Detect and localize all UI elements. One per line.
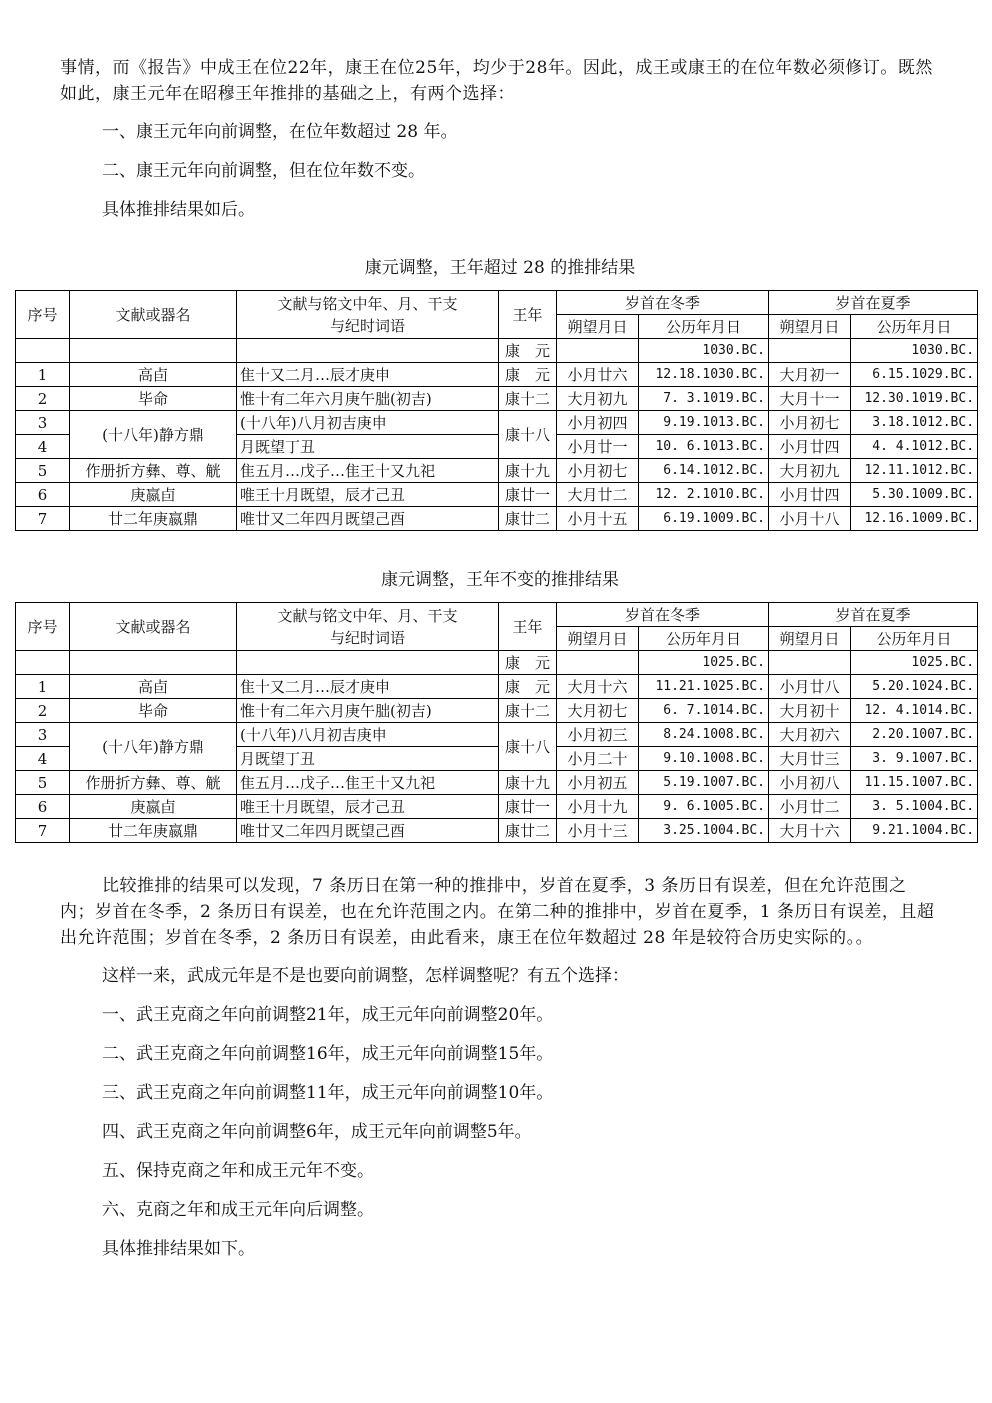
header-no: 序号 xyxy=(16,291,70,339)
cell-terms: 唯廿又二年四月既望己酉 xyxy=(237,507,499,531)
cell-winter-gregorian: 9. 6.1005.BC. xyxy=(639,795,769,819)
cell-winter-lunar: 大月十六 xyxy=(557,675,639,699)
cell-king-year: 康廿二 xyxy=(499,819,557,843)
cell-summer-lunar: 小月廿四 xyxy=(769,483,851,507)
cell-name: 毕命 xyxy=(70,387,237,411)
cell-winter-gregorian: 6.14.1012.BC. xyxy=(639,459,769,483)
cell-king-year: 康廿二 xyxy=(499,507,557,531)
cell-summer-lunar: 小月廿二 xyxy=(769,795,851,819)
table-row xyxy=(16,819,978,843)
cell-summer-gregorian: 3. 9.1007.BC. xyxy=(851,747,978,771)
table-row xyxy=(16,507,978,531)
cell-winter-lunar: 小月十九 xyxy=(557,795,639,819)
cell-name: 庚嬴卣 xyxy=(70,795,237,819)
cell-summer-gregorian: 9.21.1004.BC. xyxy=(851,819,978,843)
cell-winter-lunar: 小月十三 xyxy=(557,819,639,843)
base-row xyxy=(16,651,978,675)
cell-no: 1 xyxy=(16,363,70,387)
cell-terms: 隹十又二月…辰才庚申 xyxy=(237,363,499,387)
cell-winter-lunar: 小月十五 xyxy=(557,507,639,531)
cell-summer-lunar: 大月十一 xyxy=(769,387,851,411)
cell-no xyxy=(16,651,70,675)
cell-summer-lunar: 大月廿三 xyxy=(769,747,851,771)
intro-paragraph: 事情，而《报告》中成王在位22年，康王在位25年，均少于28年。因此，成王或康王的在位年数必须修订。既然如此，康王元年在昭穆王年推排的基础之上，有两个选择： xyxy=(60,58,933,104)
cell-winter-lunar: 小月二十 xyxy=(557,747,639,771)
header-terms xyxy=(237,291,499,339)
cell-name: (十八年)静方鼎 xyxy=(70,411,237,459)
cell-name: 毕命 xyxy=(70,699,237,723)
cell-winter-lunar: 小月初三 xyxy=(557,723,639,747)
cell-no: 7 xyxy=(16,507,70,531)
header-name: 文献或器名 xyxy=(70,291,237,339)
cell-king-year: 康十九 xyxy=(499,771,557,795)
cell-no xyxy=(16,339,70,363)
cell-summer-lunar: 大月十六 xyxy=(769,819,851,843)
cell-summer-gregorian: 12. 4.1014.BC. xyxy=(851,699,978,723)
cell-king-year: 康十二 xyxy=(499,387,557,411)
cell-winter-gregorian: 3.25.1004.BC. xyxy=(639,819,769,843)
cell-terms: 惟十有二年六月庚午朏(初吉) xyxy=(237,699,499,723)
cell-no: 2 xyxy=(16,387,70,411)
choice-two: 二、武王克商之年向前调整16年，成王元年向前调整15年。 xyxy=(102,1044,554,1064)
cell-terms: 月既望丁丑 xyxy=(237,747,499,771)
option-two: 二、康王元年向前调整，但在位年数不变。 xyxy=(102,161,425,181)
cell-name: 高卣 xyxy=(70,675,237,699)
cell-terms: (十八年)八月初吉庚申 xyxy=(237,411,499,435)
table1-caption: 康元调整，王年超过 28 的推排结果 xyxy=(364,258,636,278)
header-no: 序号 xyxy=(16,603,70,651)
table1 xyxy=(15,290,978,531)
base-row xyxy=(16,339,978,363)
header-summer-gregorian: 公历年月日 xyxy=(851,627,978,651)
table2 xyxy=(15,602,978,843)
header-king-year: 王年 xyxy=(499,603,557,651)
cell-terms: 月既望丁丑 xyxy=(237,435,499,459)
cell-terms: 唯王十月既望，辰才己丑 xyxy=(237,483,499,507)
cell-king-year: 康 元 xyxy=(499,339,557,363)
cell-winter-gregorian: 1030.BC. xyxy=(639,339,769,363)
cell-name: 廿二年庚嬴鼎 xyxy=(70,819,237,843)
cell-terms: 隹五月…戊子…隹王十又九祀 xyxy=(237,459,499,483)
cell-winter-gregorian: 7. 3.1019.BC. xyxy=(639,387,769,411)
cell-summer-gregorian: 1025.BC. xyxy=(851,651,978,675)
header-terms-line2: 与纪时词语 xyxy=(329,316,405,335)
cell-terms: 隹五月…戊子…隹王十又九祀 xyxy=(237,771,499,795)
cell-summer-lunar xyxy=(769,339,851,363)
cell-name xyxy=(70,651,237,675)
choice-six: 六、克商之年和成王元年向后调整。 xyxy=(102,1200,374,1220)
cell-king-year: 康 元 xyxy=(499,675,557,699)
cell-summer-gregorian: 1030.BC. xyxy=(851,339,978,363)
cell-king-year: 康廿一 xyxy=(499,795,557,819)
cell-no: 5 xyxy=(16,771,70,795)
cell-winter-gregorian: 6. 7.1014.BC. xyxy=(639,699,769,723)
table-row xyxy=(16,411,978,435)
header-terms xyxy=(237,603,499,651)
cell-king-year: 康 元 xyxy=(499,363,557,387)
header-summer-lunar: 朔望月日 xyxy=(769,315,851,339)
cell-summer-lunar xyxy=(769,651,851,675)
cell-summer-lunar: 大月初九 xyxy=(769,459,851,483)
cell-winter-gregorian: 9.19.1013.BC. xyxy=(639,411,769,435)
cell-winter-gregorian: 12. 2.1010.BC. xyxy=(639,483,769,507)
table-row xyxy=(16,675,978,699)
header-terms-line1: 文献与铭文中年、月、干支 xyxy=(277,294,458,313)
header-summer-gregorian: 公历年月日 xyxy=(851,315,978,339)
cell-winter-lunar: 小月初五 xyxy=(557,771,639,795)
cell-summer-gregorian: 5.20.1024.BC. xyxy=(851,675,978,699)
cell-no: 6 xyxy=(16,795,70,819)
cell-winter-lunar: 小月廿一 xyxy=(557,435,639,459)
cell-summer-gregorian: 12.30.1019.BC. xyxy=(851,387,978,411)
cell-winter-lunar: 大月廿二 xyxy=(557,483,639,507)
cell-summer-lunar: 大月初十 xyxy=(769,699,851,723)
cell-winter-gregorian: 12.18.1030.BC. xyxy=(639,363,769,387)
header-winter: 岁首在冬季 xyxy=(557,603,769,627)
cell-name: 作册折方彝、尊、觥 xyxy=(70,771,237,795)
cell-name: 作册折方彝、尊、觥 xyxy=(70,459,237,483)
cell-summer-gregorian: 5.30.1009.BC. xyxy=(851,483,978,507)
cell-summer-lunar: 大月初六 xyxy=(769,723,851,747)
header-winter-lunar: 朔望月日 xyxy=(557,315,639,339)
cell-summer-lunar: 小月十八 xyxy=(769,507,851,531)
cell-no: 2 xyxy=(16,699,70,723)
table2-caption: 康元调整，王年不变的推排结果 xyxy=(381,570,619,590)
option-one: 一、康王元年向前调整，在位年数超过 28 年。 xyxy=(102,122,458,142)
cell-terms: (十八年)八月初吉庚申 xyxy=(237,723,499,747)
cell-king-year: 康十二 xyxy=(499,699,557,723)
header-summer-lunar: 朔望月日 xyxy=(769,627,851,651)
table-row xyxy=(16,387,978,411)
choice-five: 五、保持克商之年和成王元年不变。 xyxy=(102,1161,374,1181)
table-row xyxy=(16,459,978,483)
cell-summer-gregorian: 11.15.1007.BC. xyxy=(851,771,978,795)
cell-summer-lunar: 大月初一 xyxy=(769,363,851,387)
cell-winter-lunar: 小月初四 xyxy=(557,411,639,435)
cell-winter-lunar: 大月初九 xyxy=(557,387,639,411)
table-row xyxy=(16,795,978,819)
cell-winter-gregorian: 5.19.1007.BC. xyxy=(639,771,769,795)
cell-terms xyxy=(237,651,499,675)
cell-winter-gregorian: 9.10.1008.BC. xyxy=(639,747,769,771)
document-page xyxy=(27,55,975,1275)
header-row xyxy=(16,291,978,315)
cell-summer-lunar: 小月廿四 xyxy=(769,435,851,459)
header-winter-gregorian: 公历年月日 xyxy=(639,315,769,339)
cell-winter-lunar xyxy=(557,651,639,675)
cell-winter-lunar: 小月廿六 xyxy=(557,363,639,387)
cell-summer-lunar: 小月廿八 xyxy=(769,675,851,699)
header-winter-gregorian: 公历年月日 xyxy=(639,627,769,651)
results-below-text: 具体推排结果如下。 xyxy=(102,1239,255,1259)
cell-name: (十八年)静方鼎 xyxy=(70,723,237,771)
cell-no: 4 xyxy=(16,747,70,771)
cell-name: 廿二年庚嬴鼎 xyxy=(70,507,237,531)
cell-no: 7 xyxy=(16,819,70,843)
cell-name xyxy=(70,339,237,363)
cell-no: 3 xyxy=(16,411,70,435)
cell-terms: 惟十有二年六月庚午朏(初吉) xyxy=(237,387,499,411)
cell-winter-gregorian: 6.19.1009.BC. xyxy=(639,507,769,531)
cell-winter-lunar: 大月初七 xyxy=(557,699,639,723)
header-king-year: 王年 xyxy=(499,291,557,339)
cell-winter-gregorian: 8.24.1008.BC. xyxy=(639,723,769,747)
header-row xyxy=(16,603,978,627)
cell-winter-gregorian: 10. 6.1013.BC. xyxy=(639,435,769,459)
cell-king-year: 康十八 xyxy=(499,723,557,771)
cell-summer-gregorian: 12.11.1012.BC. xyxy=(851,459,978,483)
cell-king-year: 康十九 xyxy=(499,459,557,483)
cell-terms: 唯廿又二年四月既望己酉 xyxy=(237,819,499,843)
table-row xyxy=(16,483,978,507)
cell-summer-gregorian: 2.20.1007.BC. xyxy=(851,723,978,747)
cell-winter-gregorian: 1025.BC. xyxy=(639,651,769,675)
header-name: 文献或器名 xyxy=(70,603,237,651)
table-row xyxy=(16,699,978,723)
cell-summer-lunar: 小月初八 xyxy=(769,771,851,795)
cell-king-year: 康十八 xyxy=(499,411,557,459)
table-row xyxy=(16,723,978,747)
header-terms-line2: 与纪时词语 xyxy=(329,628,405,647)
cell-winter-gregorian: 11.21.1025.BC. xyxy=(639,675,769,699)
header-terms-line1: 文献与铭文中年、月、干支 xyxy=(277,606,458,625)
cell-name: 高卣 xyxy=(70,363,237,387)
cell-summer-gregorian: 3.18.1012.BC. xyxy=(851,411,978,435)
header-winter: 岁首在冬季 xyxy=(557,291,769,315)
cell-no: 4 xyxy=(16,435,70,459)
cell-no: 6 xyxy=(16,483,70,507)
cell-no: 1 xyxy=(16,675,70,699)
cell-terms: 隹十又二月…辰才庚申 xyxy=(237,675,499,699)
header-winter-lunar: 朔望月日 xyxy=(557,627,639,651)
cell-no: 5 xyxy=(16,459,70,483)
cell-terms: 唯王十月既望，辰才己丑 xyxy=(237,795,499,819)
choice-one: 一、武王克商之年向前调整21年，成王元年向前调整20年。 xyxy=(102,1005,554,1025)
table-row xyxy=(16,771,978,795)
cell-no: 3 xyxy=(16,723,70,747)
results-follow-text: 具体推排结果如后。 xyxy=(102,200,255,220)
cell-summer-gregorian: 3. 5.1004.BC. xyxy=(851,795,978,819)
header-summer: 岁首在夏季 xyxy=(769,291,978,315)
comparison-paragraph: 比较推排的结果可以发现，7 条历日在第一种的推排中，岁首在夏季，3 条历日有误差，但在允许范围之内；岁首在冬季，2 条历日有误差，也在允许范围之内。在第二种的推排中，岁首在夏季，1 条历日有误差，且超出允许范围；岁首在冬季，2 条历日有误差，由此看来，康王在位年数超过 28 年是较符合历史实际的。。 xyxy=(60,876,935,948)
cell-summer-gregorian: 4. 4.1012.BC. xyxy=(851,435,978,459)
cell-summer-gregorian: 12.16.1009.BC. xyxy=(851,507,978,531)
cell-winter-lunar xyxy=(557,339,639,363)
cell-summer-lunar: 小月初七 xyxy=(769,411,851,435)
cell-name: 庚嬴卣 xyxy=(70,483,237,507)
header-summer: 岁首在夏季 xyxy=(769,603,978,627)
cell-terms xyxy=(237,339,499,363)
cell-winter-lunar: 小月初七 xyxy=(557,459,639,483)
cell-king-year: 康 元 xyxy=(499,651,557,675)
table-row xyxy=(16,363,978,387)
choice-four: 四、武王克商之年向前调整6年，成王元年向前调整5年。 xyxy=(102,1122,532,1142)
cell-king-year: 康廿一 xyxy=(499,483,557,507)
choice-three: 三、武王克商之年向前调整11年，成王元年向前调整10年。 xyxy=(102,1083,554,1103)
question-paragraph: 这样一来，武成元年是不是也要向前调整，怎样调整呢？有五个选择： xyxy=(102,966,629,986)
cell-summer-gregorian: 6.15.1029.BC. xyxy=(851,363,978,387)
